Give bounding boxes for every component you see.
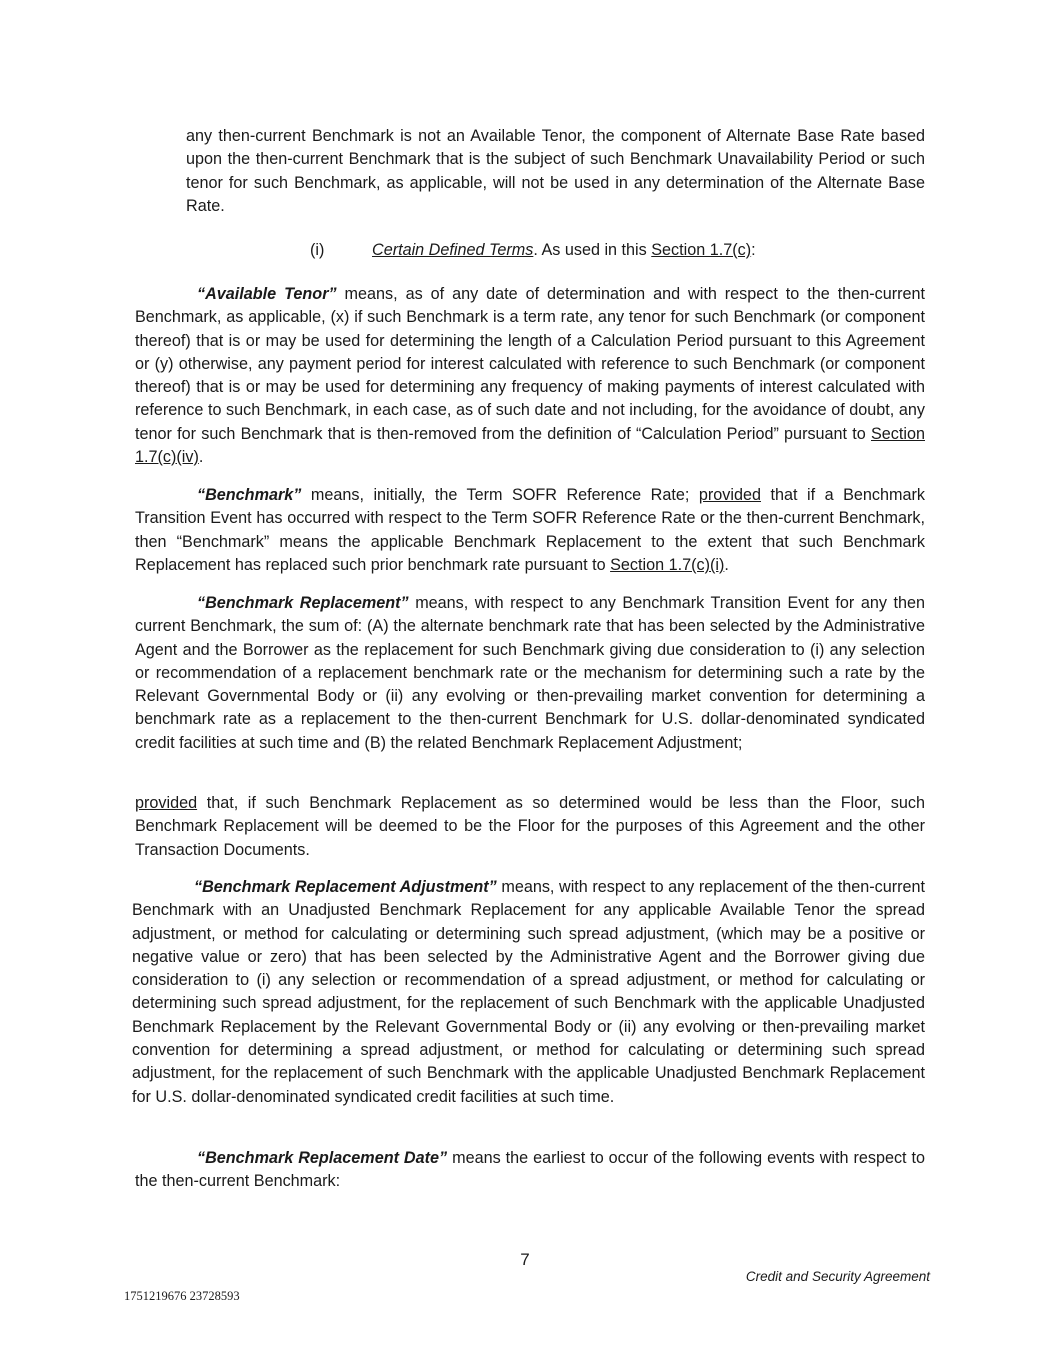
- definition-benchmark: [135, 484, 925, 577]
- footer-document-title: Credit and Security Agreement: [745, 1269, 930, 1284]
- intro-text: any then-current Benchmark is not an Available Tenor, the component of Alternate Base Rate based upon the then-current Benchmark that is the subject of such Benchmark Unavailability Period or such tenor for such Benchmark, as applicable, will not be used in any determination of the Alternate Base Rate.: [186, 127, 925, 215]
- heading-lead: . As used in this: [533, 241, 652, 259]
- definition-body: means, as of any date of determination and with respect to the then-current Benchmark, as applicable, (x) if such Benchmark is a term rate, any tenor for such Benchmark (or component thereof) that is or may be used for determining the length of a Calculation Period pursuant to this Agreement or (y) otherwise, any payment period for interest calculated with reference to such Benchmark (or component thereof) that is or may be used for determining any frequency of making payments of interest calculated with reference to such Benchmark, in each case, as of such date and not including, for the avoidance of doubt, any tenor for such Benchmark that is then-removed from the definition of “Calculation Period” pursuant to: [135, 285, 925, 443]
- section-reference: Section 1.7(c)(i): [610, 555, 725, 574]
- provided-body: that, if such Benchmark Replacement as so determined would be less than the Floor, such Benchmark Replacement will be deemed to be the Floor for the purposes of this Agreement and the other Transaction Documents.: [135, 794, 925, 859]
- heading-number: (i): [310, 241, 325, 259]
- definition-benchmark-replacement-date: [135, 1147, 925, 1194]
- section-heading: [310, 239, 910, 262]
- definition-tail: .: [198, 448, 204, 467]
- definition-body: means, initially, the Term SOFR Reference Rate;: [301, 486, 699, 504]
- definition-tail: .: [724, 555, 729, 574]
- definition-benchmark-replacement-adjustment: [132, 876, 925, 1109]
- defined-term: “Benchmark”: [197, 486, 302, 504]
- section-reference: Section 1.7(c)(iv): [135, 424, 925, 467]
- defined-term: “Benchmark Replacement Date”: [197, 1149, 448, 1167]
- heading-section-ref: Section 1.7(c): [651, 241, 752, 259]
- page-number: 7: [520, 1250, 530, 1269]
- provided-clause: [135, 792, 925, 862]
- definition-body: means the earliest to occur of the following events with respect to the then-current Benchmark:: [135, 1149, 925, 1191]
- definition-available-tenor: [135, 283, 925, 469]
- intro-paragraph: [186, 125, 925, 218]
- provided-term: provided: [698, 486, 761, 504]
- definition-body-continued: that if a Benchmark Transition Event has occurred with respect to the Term SOFR Reference Rate or the then-current Benchmark, then “Benchmark” means the applicable Benchmark Replacement to the extent that such Benchmark Replacement has replaced such prior benchmark rate pursuant to: [135, 486, 925, 574]
- defined-term: “Available Tenor”: [197, 285, 337, 303]
- definition-body: means, with respect to any replacement of the then-current Benchmark with an Unadjusted Benchmark Replacement for any applicable Available Tenor the spread adjustment, or method for calculating or determining such spread adjustment, (which may be a positive or negative value or zero) that has been selected by the Administrative Agent and the Borrower giving due consideration to (i) any selection or recommendation of a spread adjustment, or method for calculating or determining such spread adjustment, for the replacement of such Benchmark with the applicable Unadjusted Benchmark Replacement by the Relevant Governmental Body or (ii) any evolving or then-prevailing market convention for determining a spread adjustment, or method for calculating or determining such spread adjustment, for the replacement of such Benchmark with the applicable Unadjusted Benchmark Replacement for U.S. dollar-denominated syndicated credit facilities at such time.: [132, 878, 926, 1106]
- heading-tail: :: [751, 241, 756, 259]
- footer-document-id: 1751219676 23728593: [124, 1289, 240, 1303]
- definition-benchmark-replacement: [135, 592, 925, 755]
- definition-body: means, with respect to any Benchmark Transition Event for any then current Benchmark, the sum of: (A) the alternate benchmark rate that has been selected by the Administrative Agent and the Borrower as the replacement for such Benchmark giving due consideration to (i) any selection or recommendation of a replacement benchmark rate or the mechanism for determining such a rate by the Relevant Governmental Body or (ii) any evolving or then-prevailing market convention for determining a benchmark rate as a replacement to the then-current Benchmark for U.S. dollar-denominated syndicated credit facilities at such time and (B) the related Benchmark Replacement Adjustment;: [135, 594, 925, 752]
- provided-term: provided: [135, 794, 198, 812]
- defined-term: “Benchmark Replacement”: [197, 594, 409, 612]
- defined-term: “Benchmark Replacement Adjustment”: [194, 878, 497, 896]
- heading-title: Certain Defined Terms: [372, 241, 534, 259]
